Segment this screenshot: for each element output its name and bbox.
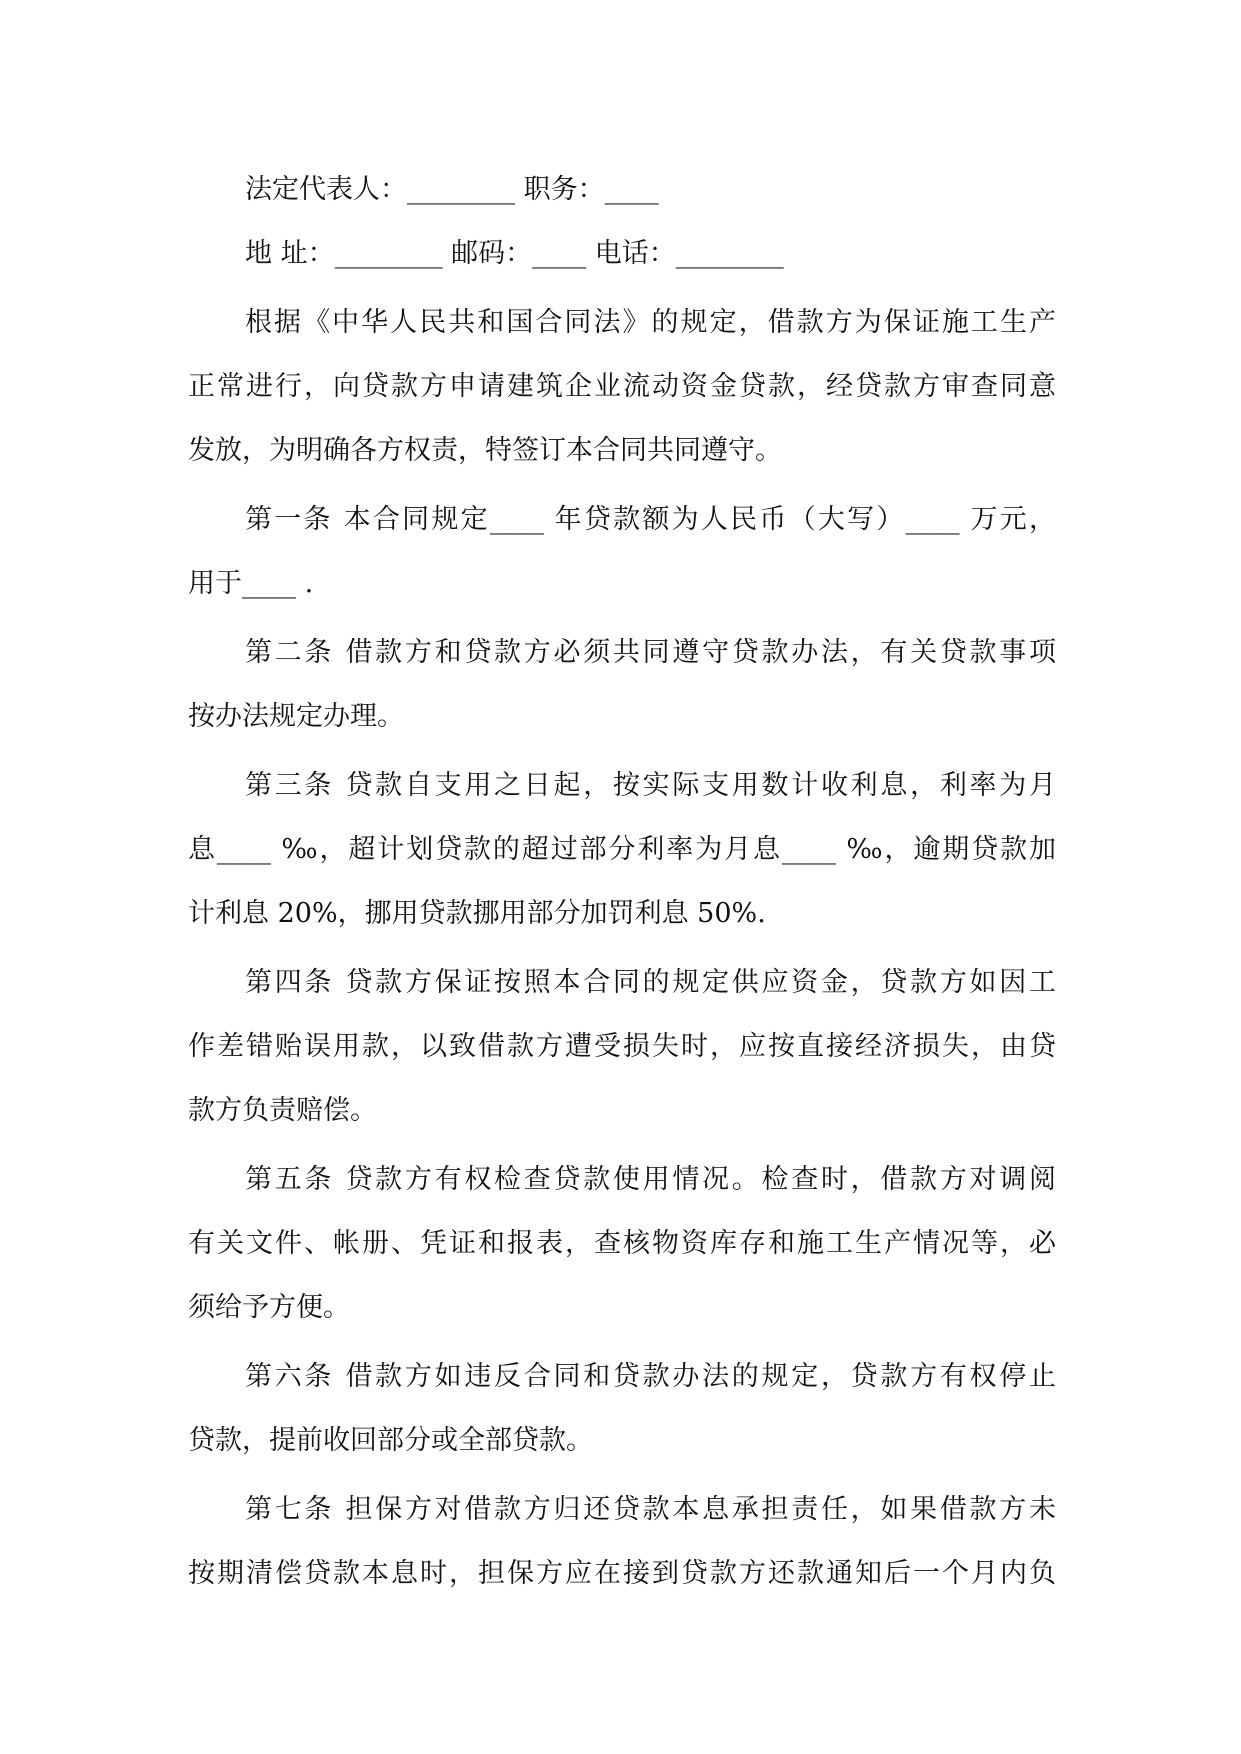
article-1-line-2: 用于____ . [188,568,314,599]
article-5-line-3: 须给予方便。 [188,1292,350,1323]
article-7-line-2: 按期清偿贷款本息时，担保方应在接到贷款方还款通知后一个月内负 [188,1558,1056,1589]
article-3-line-3: 计利息 20%，挪用贷款挪用部分加罚利息 50%. [188,898,766,929]
article-5-line-2: 有关文件、帐册、凭证和报表，查核物资库存和施工生产情况等，必 [188,1228,1056,1259]
article-2-line-2: 按办法规定办理。 [188,701,404,732]
preamble-line-2: 正常进行，向贷款方申请建筑企业流动资金贷款，经贷款方审查同意 [188,371,1056,402]
article-3-line-1: 第三条 贷款自支用之日起，按实际支用数计收利息，利率为月 [245,770,1056,801]
article-5-line-1: 第五条 贷款方有权检查贷款使用情况。检查时，借款方对调阅 [245,1164,1056,1195]
article-4-line-2: 作差错贻误用款，以致借款方遭受损失时，应按直接经济损失，由贷 [188,1031,1056,1062]
article-7-line-1: 第七条 担保方对借款方归还贷款本息承担责任，如果借款方未 [245,1494,1056,1525]
article-4-line-3: 款方负责赔偿。 [188,1095,377,1126]
article-6-line-2: 贷款，提前收回部分或全部贷款。 [188,1425,593,1456]
article-6-line-1: 第六条 借款方如违反合同和贷款办法的规定，贷款方有权停止 [245,1361,1056,1392]
legal-representative-line: 法定代表人：________ 职务：____ [245,174,659,205]
contract-body [188,158,1056,1606]
preamble-line-3: 发放，为明确各方权责，特签订本合同共同遵守。 [188,435,782,466]
preamble-line-1: 根据《中华人民共和国合同法》的规定，借款方为保证施工生产 [245,307,1056,338]
address-line: 地 址：________ 邮码：____ 电话：________ [245,238,784,269]
article-1-line-1: 第一条 本合同规定____ 年贷款额为人民币（大写）____ 万元， [245,504,1056,535]
article-3-line-2: 息____ ‰，超计划贷款的超过部分利率为月息____ ‰，逾期贷款加 [188,834,1056,865]
article-4-line-1: 第四条 贷款方保证按照本合同的规定供应资金，贷款方如因工 [245,967,1056,998]
article-2-line-1: 第二条 借款方和贷款方必须共同遵守贷款办法，有关贷款事项 [245,637,1056,668]
